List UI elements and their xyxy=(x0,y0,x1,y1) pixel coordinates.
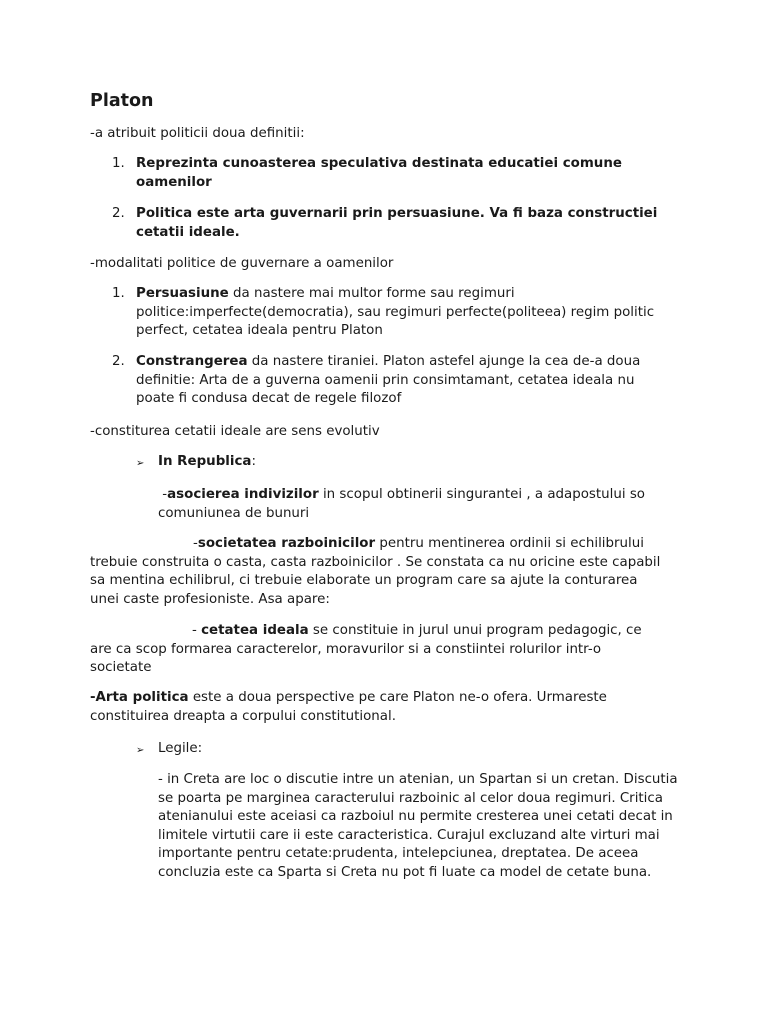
arrow-bullet-icon: ➢ xyxy=(136,745,145,756)
list-number: 2. xyxy=(112,206,125,221)
republica-heading xyxy=(158,453,256,472)
republica-colon: : xyxy=(251,454,256,469)
modalities-intro: -modalitati politice de guvernare a oamenilor xyxy=(90,256,394,271)
societatea-prefix: - xyxy=(193,536,198,551)
modality-term: Constrangerea xyxy=(136,354,248,369)
evolution-text: -constiturea cetatii ideale are sens evolutiv xyxy=(90,424,380,439)
definition-item-1 xyxy=(112,155,672,195)
intro-text: -a atribuit politicii doua definitii: xyxy=(90,126,305,141)
modality-item-1 xyxy=(112,285,682,343)
societatea-paragraph xyxy=(90,535,665,609)
cetatea-paragraph xyxy=(90,622,655,678)
definition-item-2 xyxy=(112,205,682,245)
societatea-term: societatea razboinicilor xyxy=(197,536,376,551)
list-number: 2. xyxy=(112,354,125,369)
modality-term: Persuasiune xyxy=(136,286,229,301)
definition-text: Reprezinta cunoasterea speculativa destinata educatiei comune oamenilor xyxy=(136,156,622,190)
arta-politica-term: -Arta politica xyxy=(90,690,189,705)
asocierea-term: asocierea indivizilor xyxy=(167,487,319,502)
asocierea-paragraph xyxy=(158,486,678,523)
definition-text: Politica este arta guvernarii prin persuasiune. Va fi baza constructiei cetatii ideale. xyxy=(136,206,658,240)
modality-text xyxy=(136,285,676,341)
cetatea-prefix: - xyxy=(192,623,202,638)
list-number: 1. xyxy=(112,286,125,301)
arrow-bullet-icon: ➢ xyxy=(136,458,145,469)
arta-politica-paragraph xyxy=(90,689,650,726)
asocierea-text: in scopul obtinerii singurantei , a adapostului so comuniunea de bunuri xyxy=(158,487,645,521)
modality-item-2 xyxy=(112,353,682,411)
creta-paragraph: - in Creta are loc o discutie intre un atenian, un Spartan si un cretan. Discutia se poarta pe marginea caracterului razboinic al celor doua regimuri. Critica atenianului este aceiasi ca razboiul nu permite cresterea unei cetati decat in limitele virtutii care ii este caracteristica. Curajul excluzand alte virturi mai importante pentru cetate:prudenta, intelepciunea, dreptatea. De aceea concluzia este ca Sparta si Creta nu pot fi luate ca model de cetate buna. xyxy=(158,772,678,880)
legile-heading: Legile: xyxy=(158,741,203,756)
modality-description: da nastere tiraniei. Platon astefel ajunge la cea de-a doua definitie: Arta de a guverna oamenii prin consimtamant, cetatea ideala nu poate fi condusa decat de regele filozof xyxy=(136,354,641,407)
modality-description: da nastere mai multor forme sau regimuri politice:imperfecte(democratia), sau regimuri perfecte(politeea) regim politic perfect, cetatea ideala pentru Platon xyxy=(136,286,655,339)
arta-politica-text: este a doua perspective pe care Platon ne-o ofera. Urmareste constituirea dreapta a corpului constitutional. xyxy=(90,690,607,724)
cetatea-text: se constituie in jurul unui program pedagogic, ce are ca scop formarea caracterelor, moravurilor si a constiintei rolurilor intr-o societate xyxy=(90,623,642,676)
list-number: 1. xyxy=(112,156,125,171)
modality-text xyxy=(136,353,676,409)
page-title: Platon xyxy=(90,91,154,111)
asocierea-prefix: - xyxy=(162,487,168,502)
societatea-text: pentru mentinerea ordinii si echilibrului trebuie construita o casta, casta razboinicilor . Se constata ca nu oricine este capabil sa mentina echilibrul, ci trebuie elaborate un program care sa ajute la conturarea unei caste profesioniste. Asa apare: xyxy=(90,536,661,607)
republica-label: In Republica xyxy=(158,454,252,469)
cetatea-term: cetatea ideala xyxy=(201,623,309,638)
